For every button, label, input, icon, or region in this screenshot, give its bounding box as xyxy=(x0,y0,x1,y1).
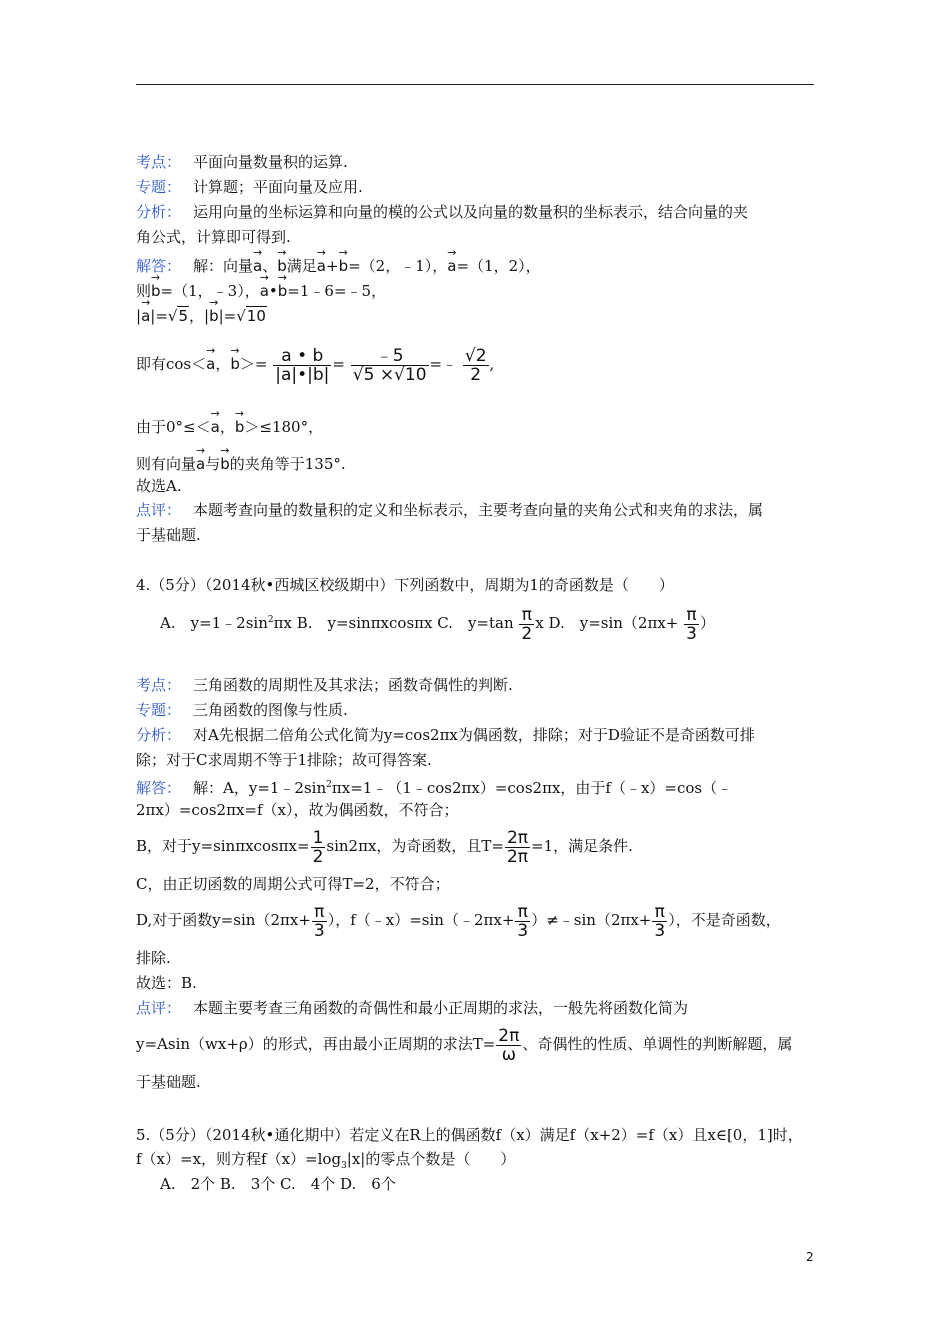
text-va: → a xyxy=(447,252,456,276)
text-l6-a: 则 xyxy=(136,282,152,300)
text-l7-d: |= xyxy=(218,307,237,325)
text-va: → a xyxy=(196,450,205,474)
text-q4-x: x D. y=sin（2πx+ xyxy=(535,614,679,632)
fraction-sqrt2-over-2 xyxy=(463,347,489,384)
text-l5-f: =（1，2）， xyxy=(456,257,541,275)
text-j4-d4: ），不是奇函数， xyxy=(668,911,781,929)
text-l7-s5: 5 xyxy=(178,307,188,325)
text-p4-c: 于基础题. xyxy=(136,1073,201,1091)
text-l8-num: a • b xyxy=(281,345,324,366)
solution-line-6 xyxy=(136,450,346,474)
text-l5-e: =（2，﹣1）， xyxy=(348,257,448,275)
text-l10-a: 则有向量 xyxy=(136,455,197,473)
question-4-options xyxy=(160,600,715,643)
text-va: → a xyxy=(260,277,269,301)
fraction-dot-over-modulus xyxy=(273,347,331,384)
text-j4-d2: ），f（﹣x）=sin（﹣2πx+ xyxy=(327,911,515,929)
q4-solution-2 xyxy=(136,800,459,820)
text-l8-eq: = xyxy=(332,355,345,373)
text-vb: → b xyxy=(278,277,288,301)
text-l1-text: 平面向量数量积的运算. xyxy=(193,153,348,171)
page-number: 2 xyxy=(806,1250,814,1264)
text-j4-label: 解答： xyxy=(136,779,182,797)
text-l5-b: 、 xyxy=(262,257,278,275)
question-5-line-2 xyxy=(136,1149,515,1176)
text-va: → a xyxy=(253,252,262,276)
fraction-numeric xyxy=(351,347,429,384)
text-q4-pi: π xyxy=(517,901,528,922)
text-vb: → b xyxy=(220,450,230,474)
text-j4-2pi: 2π xyxy=(506,846,529,867)
text-q4-three: 3 xyxy=(654,920,666,941)
text-l6-d: =1﹣6=﹣5， xyxy=(287,282,387,300)
text-l7-c: ，| xyxy=(189,307,210,325)
text-l11: 故选A. xyxy=(136,477,182,495)
question-4 xyxy=(136,575,674,595)
text-k4-text: 三角函数的周期性及其求法；函数奇偶性的判断. xyxy=(193,676,513,694)
q4-solution-e xyxy=(136,948,171,968)
text-l12-label: 点评： xyxy=(136,501,182,519)
text-l2-text: 计算题；平面向量及应用. xyxy=(193,178,363,196)
text-j4-2pi: 2π xyxy=(498,1025,520,1046)
text-l12-text: 本题考查向量的数量积的定义和坐标表示，主要考查向量的夹角公式和夹角的求法，属 xyxy=(193,501,764,519)
text-j4-b1: B，对于y=sinπxcosπx= xyxy=(136,837,310,855)
text-j4-c: C，由正切函数的周期公式可得T=2，不符合； xyxy=(136,875,450,893)
text-va: → a xyxy=(211,413,220,437)
q4-knowledge-point xyxy=(136,675,513,695)
analysis-line xyxy=(136,202,748,222)
text-f4-text2: 除；对于C求周期不等于1排除；故可得答案. xyxy=(136,751,432,769)
text-j4-f: 故选：B. xyxy=(136,974,197,992)
text-vb: → b xyxy=(235,413,245,437)
solution-line-2 xyxy=(136,277,386,301)
text-l8-n3: √2 xyxy=(464,345,487,366)
text-l8-n2: ﹣5 xyxy=(375,345,404,366)
text-q5: 5.（5分）（2014秋•通化期中）若定义在R上的偶函数f（x）满足f（x+2）=f（x）且x∈[0，1]时， xyxy=(136,1126,803,1144)
text-q4-two: 2 xyxy=(521,623,533,644)
text-q5-2c: |x|的零点个数是（ ） xyxy=(346,1150,516,1168)
text-q5-2a: f（x）=x，则方程f（x）=log xyxy=(136,1150,342,1168)
text-vb: → b xyxy=(277,252,287,276)
text-l8-eq2: =﹣ xyxy=(429,355,458,373)
text-q4-pi: π xyxy=(686,604,697,625)
text-q4-pi: π xyxy=(654,901,665,922)
text-j4-text: 解：A，y=1﹣2sin xyxy=(193,779,327,797)
text-l5-a: 解：向量 xyxy=(193,257,254,275)
text-l7-a: | xyxy=(136,307,142,325)
solution-line-4 xyxy=(136,340,494,384)
text-q4-three: 3 xyxy=(517,920,529,941)
text-l8-d2: √5 ×√10 xyxy=(352,364,427,385)
text-l7-b: |= xyxy=(150,307,168,325)
header-rule xyxy=(136,84,814,85)
text-l8-a: 即有cos＜ xyxy=(136,355,207,373)
text-l4-text: 角公式，计算即可得到. xyxy=(136,228,291,246)
text-l10-b: 与 xyxy=(205,455,221,473)
text-z4-text: 三角函数的图像与性质. xyxy=(193,701,348,719)
comment-line xyxy=(136,500,763,520)
text-l2-label: 专题： xyxy=(136,178,182,196)
text-j4-text-b: πx=1﹣（1﹣cos2πx）=cos2πx，由于f（﹣x）=cos（﹣ xyxy=(331,779,733,797)
text-l8-c: ＞= xyxy=(239,355,268,373)
text-p4-b2: 、奇偶性的性质、单调性的判断解题，属 xyxy=(522,1035,793,1053)
text-q4-a2: 2 xyxy=(267,615,274,625)
knowledge-point-line xyxy=(136,152,348,172)
text-j4-b3: =1，满足条件. xyxy=(531,837,633,855)
text-l8-den: |a|•|b| xyxy=(275,364,330,385)
text-q4-pi: π xyxy=(521,604,532,625)
text-j4-e: 排除. xyxy=(136,949,171,967)
topic-line xyxy=(136,177,363,197)
text-q4-three: 3 xyxy=(313,920,325,941)
q4-comment-2 xyxy=(136,1024,792,1064)
q4-solution xyxy=(136,775,732,798)
text-p4-text: 本题主要考查三角函数的奇偶性和最小正周期的求法，一般先将函数化简为 xyxy=(193,999,689,1017)
text-f4-label: 分析： xyxy=(136,726,182,744)
text-va: → a xyxy=(317,252,326,276)
text-vb: → b xyxy=(209,302,219,326)
comment-line-2 xyxy=(136,525,201,545)
text-l8-b: ， xyxy=(215,355,231,373)
text-q4: 4.（5分）（2014秋•西城区校级期中）下列函数中，周期为1的奇函数是（ ） xyxy=(136,576,674,594)
text-j4-d3: ）≠﹣sin（2πx+ xyxy=(531,911,652,929)
text-q4-two: 2 xyxy=(312,846,324,867)
text-l13: 于基础题. xyxy=(136,526,201,544)
text-l3-label: 分析： xyxy=(136,203,182,221)
text-l1-label: 考点： xyxy=(136,153,182,171)
text-l8-end: , xyxy=(489,355,495,373)
text-l9-b: ， xyxy=(219,418,235,436)
solution-line-5 xyxy=(136,413,323,437)
q4-comment-3 xyxy=(136,1072,201,1092)
question-5 xyxy=(136,1125,803,1145)
q4-topic xyxy=(136,700,348,720)
text-va: → a xyxy=(206,340,215,384)
text-z4-label: 专题： xyxy=(136,701,182,719)
text-p4-b1: y=Asin（wx+ρ）的形式，再由最小正周期的求法T= xyxy=(136,1035,496,1053)
q4-answer xyxy=(136,973,197,993)
q4-solution-b xyxy=(136,826,633,866)
text-q4-a3: πx B. y=sinπxcosπx C. y=tan xyxy=(273,614,514,632)
text-q4-three: 3 xyxy=(686,623,697,644)
text-p4-omega: ω xyxy=(496,1045,521,1064)
text-l6-b: =（1，﹣3）， xyxy=(160,282,260,300)
text-l9-a: 由于0°≤＜ xyxy=(136,418,211,436)
text-j4-d1: D,对于函数y=sin（2πx+ xyxy=(136,911,311,929)
text-p4-label: 点评： xyxy=(136,999,182,1017)
text-vb: → b xyxy=(230,340,240,384)
text-va: → a xyxy=(141,302,150,326)
text-vb: → b xyxy=(339,252,349,276)
text-l8-d3: 2 xyxy=(463,365,489,384)
text-k4-label: 考点： xyxy=(136,676,182,694)
text-l10-c: 的夹角等于135°. xyxy=(229,455,346,473)
text-q5-2b: 3 xyxy=(341,1161,347,1171)
text-l3-text: 运用向量的坐标运算和向量的模的公式以及向量的数量积的坐标表示，结合向量的夹 xyxy=(193,203,749,221)
text-q4-pi: π xyxy=(314,901,325,922)
text-j4-2pi: 2π xyxy=(506,827,529,848)
answer-line xyxy=(136,476,182,496)
solution-line-3: |→ a|=√5，|→ b|=√10 xyxy=(136,302,267,326)
q4-analysis-2 xyxy=(136,750,432,770)
text-j4-text2: 2πx）=cos2πx=f（x），故为偶函数，不符合； xyxy=(136,801,459,819)
text-l9-c: ＞≤180°， xyxy=(244,418,324,436)
text-q4-a2: 2 xyxy=(326,780,332,790)
q4-solution-d xyxy=(136,900,781,940)
text-vb: → b xyxy=(151,277,161,301)
q4-analysis xyxy=(136,725,755,745)
text-f4-text: 对A先根据二倍角公式化简为y=cos2πx为偶函数，排除；对于D验证不是奇函数可排 xyxy=(193,726,755,744)
text-q4-a: A. y=1﹣2sin xyxy=(160,614,268,632)
text-q4-close: ） xyxy=(699,614,715,632)
text-l5-c: 满足 xyxy=(286,257,317,275)
text-q5-opts: A. 2个 B. 3个 C. 4个 D. 6个 xyxy=(160,1175,396,1193)
question-5-options xyxy=(160,1174,396,1194)
text-l5-label: 解答： xyxy=(136,257,182,275)
q4-solution-c xyxy=(136,874,450,894)
text-j4-b2: sin2πx，为奇函数，且T= xyxy=(326,837,504,855)
analysis-line-2 xyxy=(136,227,291,247)
text-l7-s10: 10 xyxy=(246,307,266,325)
solution-line xyxy=(136,252,541,276)
q4-comment xyxy=(136,998,688,1018)
text-j4-one: 1 xyxy=(312,827,324,848)
text-l5-d: + xyxy=(326,257,339,275)
text-l6-c: • xyxy=(268,282,278,300)
